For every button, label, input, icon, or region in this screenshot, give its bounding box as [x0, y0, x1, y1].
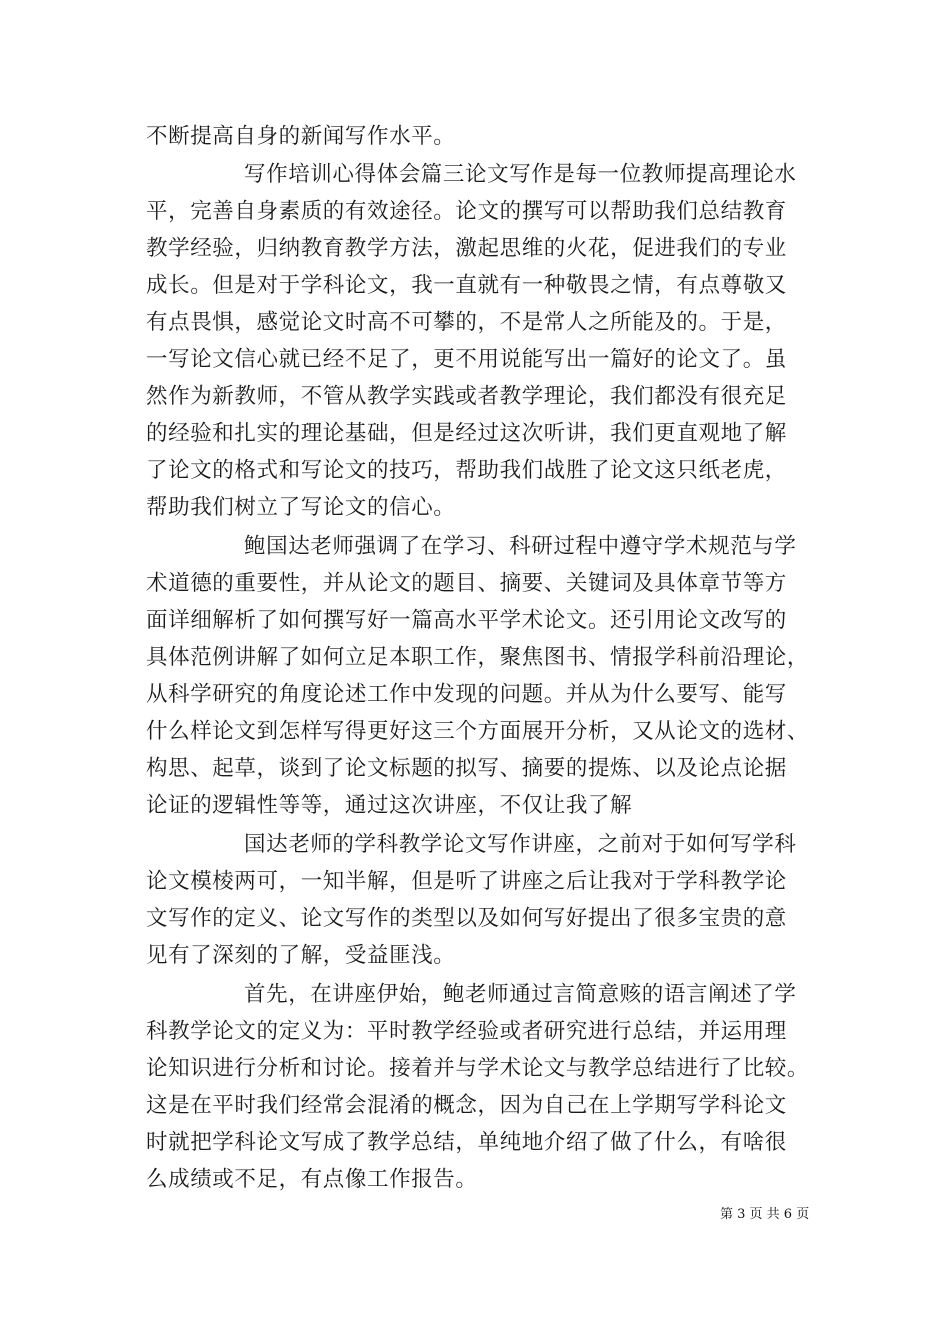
paragraph-start-line: 写作培训心得体会篇三论文写作是每一位教师提高理论水 — [244, 162, 797, 187]
text-line: 不断提高自身的新闻写作水平。 — [146, 124, 456, 149]
text-line: 见有了深刻的了解，受益匪浅。 — [146, 943, 456, 968]
paragraph-start-line: 首先，在讲座伊始，鲍老师通过言简意赅的语言阐述了学 — [244, 982, 797, 1007]
text-line: 了论文的格式和写论文的技巧，帮助我们战胜了论文这只纸老虎， — [146, 458, 787, 483]
paragraph-start-line: 鲍国达老师强调了在学习、科研过程中遵守学术规范与学 — [244, 534, 797, 559]
text-line: 什么样论文到怎样写得更好这三个方面展开分析，又从论文的选材、 — [146, 719, 810, 744]
text-line: 成长。但是对于学科论文，我一直就有一种敬畏之情，有点尊敬又 — [146, 273, 787, 298]
text-line: 这是在平时我们经常会混淆的概念，因为自己在上学期写学科论文 — [146, 1093, 787, 1118]
text-line: 科教学论文的定义为：平时教学经验或者研究进行总结，并运用理 — [146, 1019, 787, 1044]
text-line: 文写作的定义、论文写作的类型以及如何写好提出了很多宝贵的意 — [146, 906, 787, 931]
text-line: 从科学研究的角度论述工作中发现的问题。并从为什么要写、能写 — [146, 682, 787, 707]
page-number-footer: 第 3 页 共 6 页 — [720, 1207, 810, 1222]
text-line: 么成绩或不足，有点像工作报告。 — [146, 1167, 478, 1192]
text-line: 面详细解析了如何撰写好一篇高水平学术论文。还引用论文改写的 — [146, 608, 787, 633]
text-line: 论知识进行分析和讨论。接着并与学术论文与教学总结进行了比较。 — [146, 1056, 810, 1081]
text-line: 有点畏惧，感觉论文时高不可攀的，不是常人之所能及的。于是， — [146, 310, 787, 335]
text-line: 时就把学科论文写成了教学总结，单纯地介绍了做了什么，有啥很 — [146, 1130, 787, 1155]
text-line: 术道德的重要性，并从论文的题目、摘要、关键词及具体章节等方 — [146, 571, 787, 596]
text-line: 论证的逻辑性等等，通过这次讲座，不仅让我了解 — [146, 793, 633, 818]
text-line: 然作为新教师，不管从教学实践或者教学理论，我们都没有很充足 — [146, 384, 787, 409]
text-line: 构思、起草，谈到了论文标题的拟写、摘要的提炼、以及论点论据 — [146, 756, 787, 781]
paragraph-start-line: 国达老师的学科教学论文写作讲座，之前对于如何写学科 — [244, 832, 797, 857]
text-line: 平，完善自身素质的有效途径。论文的撰写可以帮助我们总结教育 — [146, 199, 787, 224]
text-line: 一写论文信心就已经不足了，更不用说能写出一篇好的论文了。虽 — [146, 347, 787, 372]
text-line: 论文模棱两可，一知半解，但是听了讲座之后让我对于学科教学论 — [146, 869, 787, 894]
text-line: 具体范例讲解了如何立足本职工作，聚焦图书、情报学科前沿理论， — [146, 645, 810, 670]
text-line: 教学经验，归纳教育教学方法，激起思维的火花，促进我们的专业 — [146, 236, 787, 261]
text-line: 帮助我们树立了写论文的信心。 — [146, 495, 456, 520]
text-line: 的经验和扎实的理论基础，但是经过这次听讲，我们更直观地了解 — [146, 421, 787, 446]
